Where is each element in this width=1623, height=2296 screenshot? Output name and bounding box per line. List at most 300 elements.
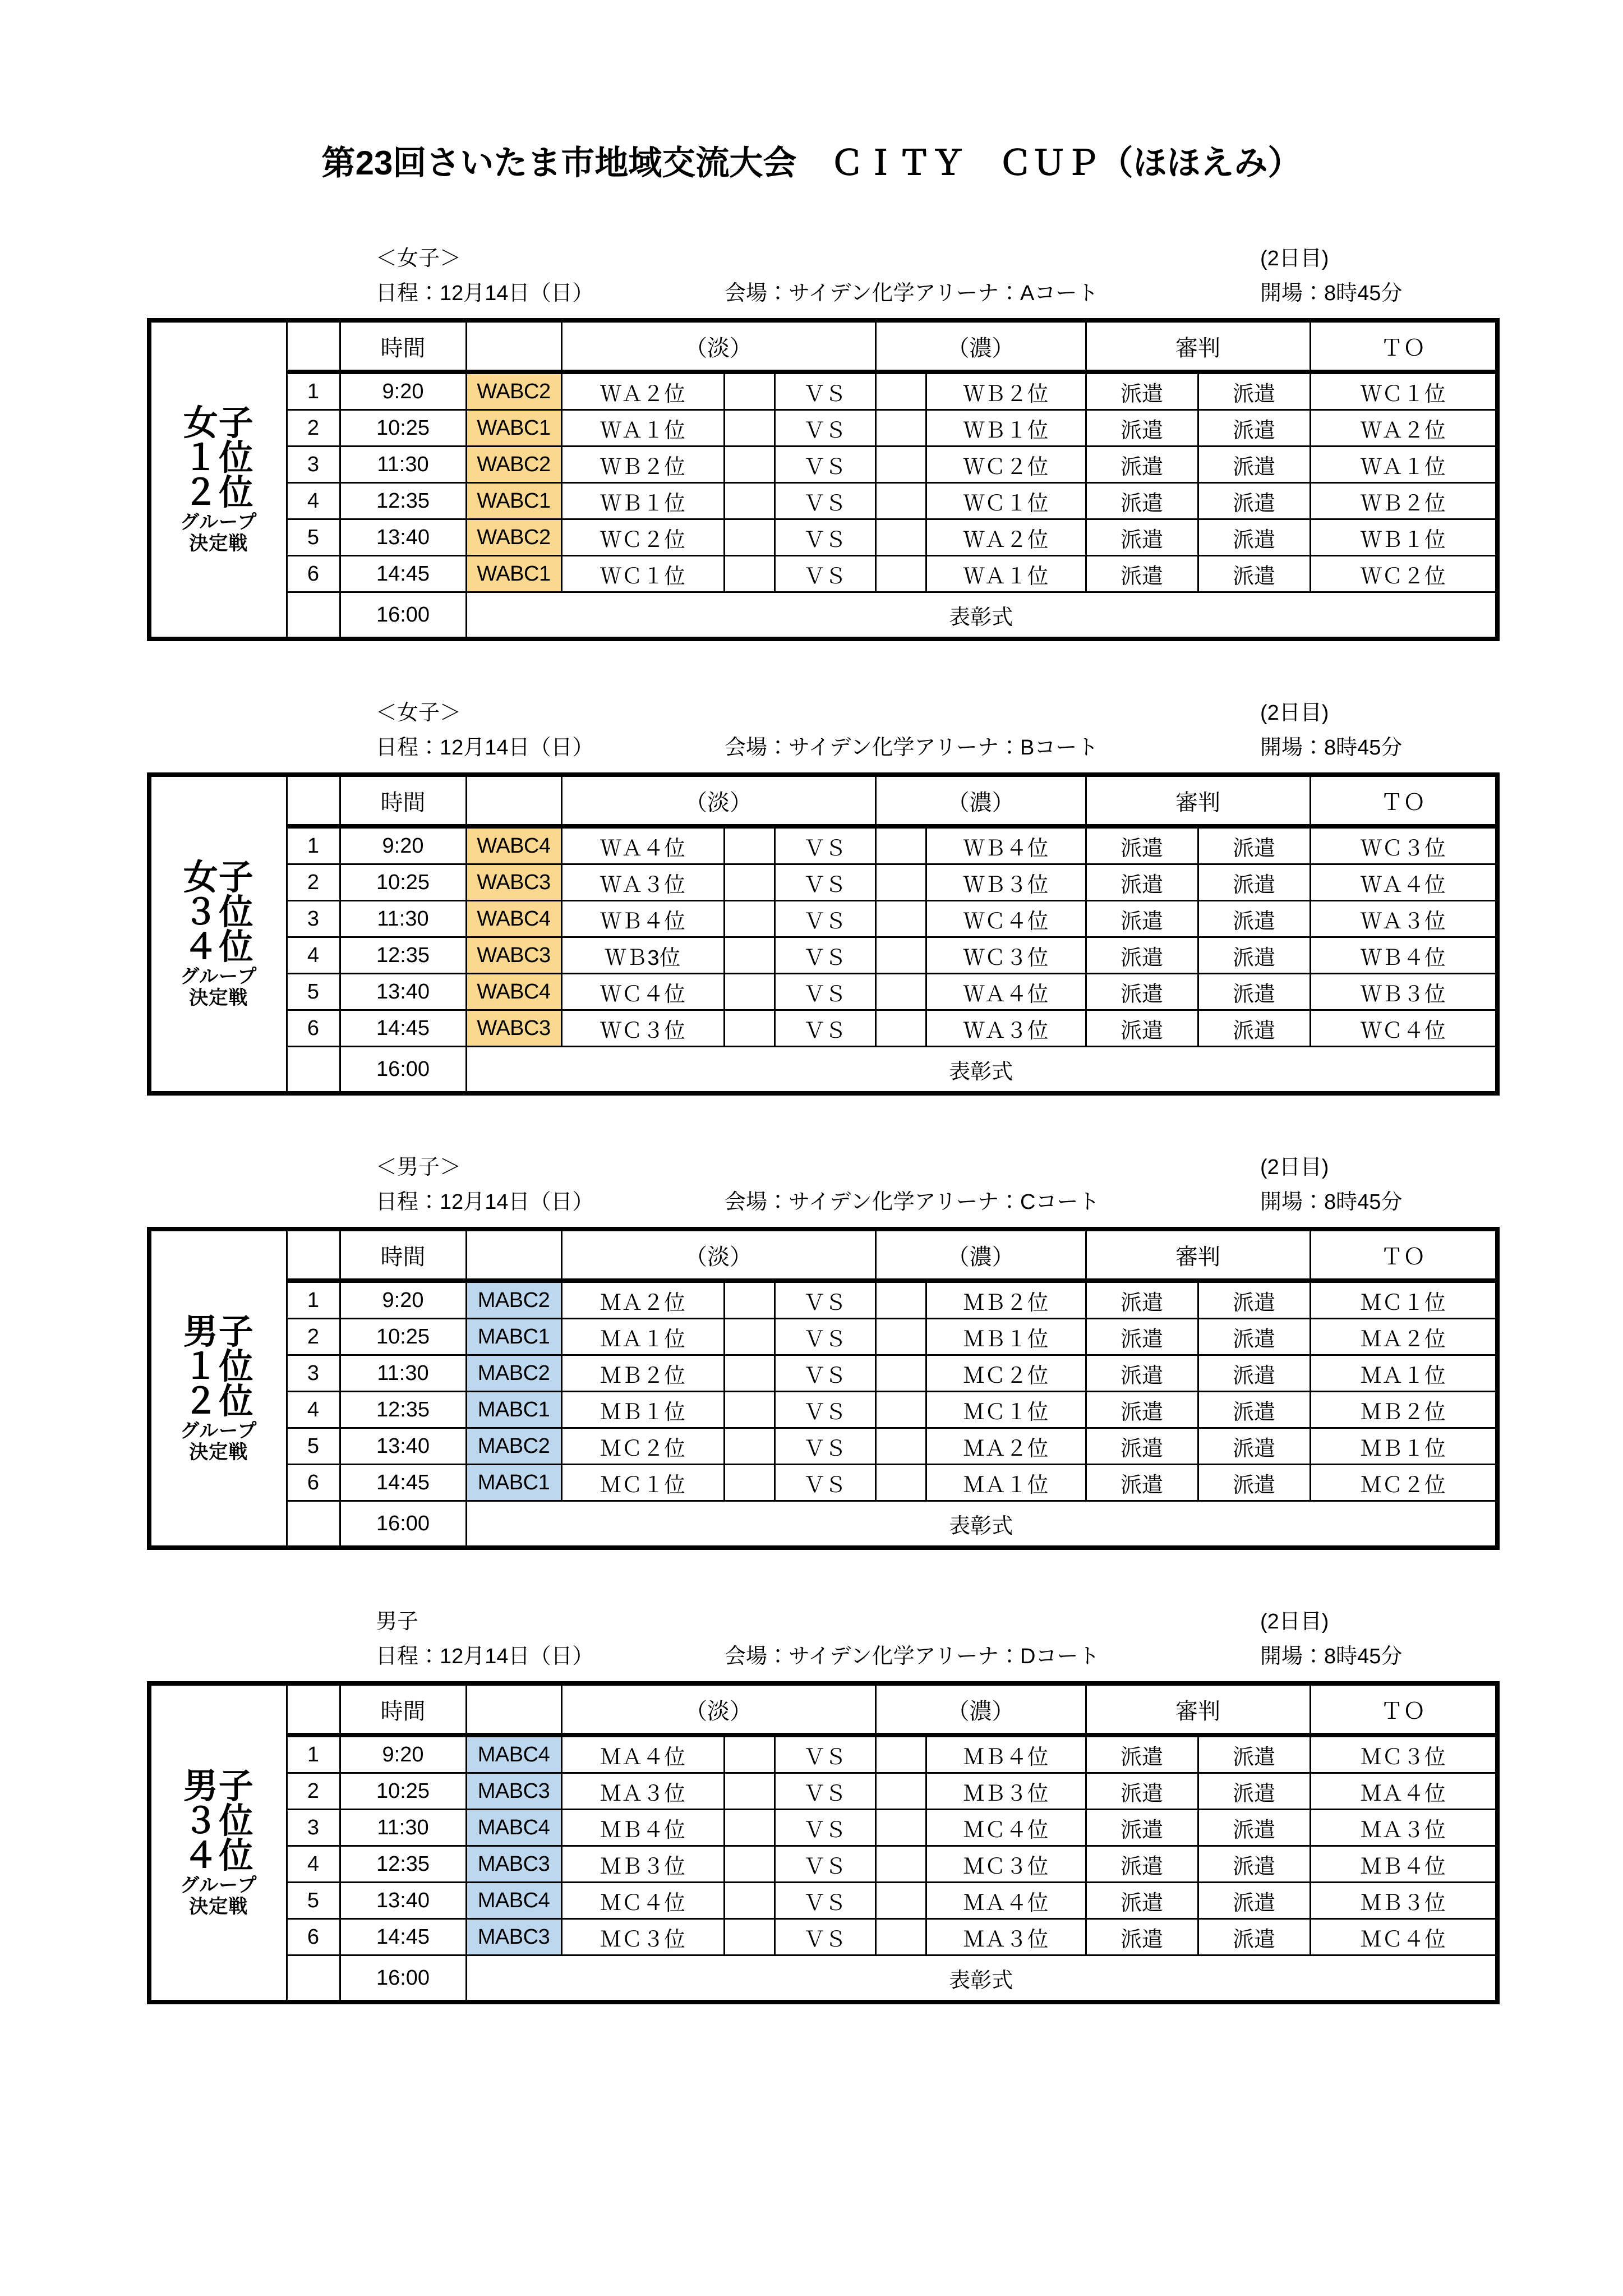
match-number: 2: [287, 864, 340, 901]
schedule-table: [147, 1227, 1500, 1550]
table-row: [149, 1281, 1497, 1319]
spacer-left: [724, 1735, 774, 1773]
table-row: [149, 974, 1497, 1010]
referee-2: 派遣: [1198, 372, 1310, 410]
match-tag: MABC1: [466, 1465, 561, 1501]
team-light: ＷＣ３位: [561, 1010, 724, 1047]
side-label-line3: ２位: [183, 473, 254, 512]
spacer-right: [875, 1281, 926, 1319]
match-number: 6: [287, 1465, 340, 1501]
header-dark: （濃）: [875, 775, 1086, 826]
header-to: ＴＯ: [1310, 775, 1497, 826]
table-row: [149, 483, 1497, 519]
table-row: [149, 826, 1497, 864]
match-time: 13:40: [340, 1883, 466, 1919]
spacer-left: [724, 974, 774, 1010]
side-label-sub2: 決定戦: [189, 987, 248, 1009]
versus-label: ＶＳ: [774, 864, 875, 901]
spacer-left: [724, 1428, 774, 1465]
side-label-line1: 男子: [183, 1767, 254, 1806]
table-row: [149, 556, 1497, 592]
referee-2: 派遣: [1198, 447, 1310, 483]
table-row: [149, 1846, 1497, 1883]
match-tag: WABC2: [466, 519, 561, 556]
table-official: ＷＢ３位: [1310, 974, 1497, 1010]
event-open-time: 開場：8時45分: [1260, 1645, 1403, 1668]
header-time: 時間: [340, 775, 466, 826]
match-number: 3: [287, 447, 340, 483]
table-row: [149, 1919, 1497, 1955]
header-time: 時間: [340, 320, 466, 372]
team-dark: ＷＣ２位: [926, 447, 1086, 483]
event-venue: 会場：サイデン化学アリーナ：Dコート: [725, 1645, 1100, 1668]
table-row: [149, 1319, 1497, 1355]
match-tag: WABC1: [466, 410, 561, 447]
versus-label: ＶＳ: [774, 1392, 875, 1428]
team-light: ＷＣ４位: [561, 974, 724, 1010]
ceremony-label: 表彰式: [466, 1047, 1497, 1094]
schedule-block: [147, 244, 1495, 641]
match-tag: MABC2: [466, 1428, 561, 1465]
spacer-left: [724, 901, 774, 937]
header-referee: 審判: [1086, 1683, 1310, 1735]
header-tag: [466, 775, 561, 826]
ceremony-label: 表彰式: [466, 1955, 1497, 2003]
match-time: 13:40: [340, 974, 466, 1010]
table-official: ＷＡ４位: [1310, 864, 1497, 901]
match-time: 11:30: [340, 1810, 466, 1846]
match-time: 9:20: [340, 1735, 466, 1773]
spacer-right: [875, 826, 926, 864]
header-tag: [466, 1229, 561, 1281]
ceremony-time: 16:00: [340, 1955, 466, 2003]
team-dark: ＭＡ４位: [926, 1883, 1086, 1919]
group-side-label: [149, 1683, 287, 2002]
spacer-right: [875, 1355, 926, 1392]
table-row: [149, 1810, 1497, 1846]
versus-label: ＶＳ: [774, 937, 875, 974]
match-time: 14:45: [340, 1465, 466, 1501]
match-number: 1: [287, 1735, 340, 1773]
referee-1: 派遣: [1086, 410, 1198, 447]
match-time: 14:45: [340, 1010, 466, 1047]
team-light: ＷＢ3位: [561, 937, 724, 974]
team-dark: ＷＣ４位: [926, 901, 1086, 937]
team-light: ＭＢ２位: [561, 1355, 724, 1392]
referee-1: 派遣: [1086, 1883, 1198, 1919]
group-side-label: [149, 320, 287, 639]
header-to: ＴＯ: [1310, 1229, 1497, 1281]
table-official: ＭＢ３位: [1310, 1883, 1497, 1919]
side-label-line2: １位: [183, 439, 254, 477]
header-dark: （濃）: [875, 320, 1086, 372]
spacer-left: [724, 826, 774, 864]
match-tag: WABC2: [466, 372, 561, 410]
match-time: 13:40: [340, 519, 466, 556]
table-official: ＭＡ２位: [1310, 1319, 1497, 1355]
header-referee: 審判: [1086, 775, 1310, 826]
table-official: ＭＣ２位: [1310, 1465, 1497, 1501]
spacer-right: [875, 1773, 926, 1810]
match-time: 11:30: [340, 1355, 466, 1392]
match-number: 4: [287, 1392, 340, 1428]
versus-label: ＶＳ: [774, 1465, 875, 1501]
team-dark: ＷＣ１位: [926, 483, 1086, 519]
match-number: 6: [287, 1010, 340, 1047]
match-tag: MABC1: [466, 1319, 561, 1355]
versus-label: ＶＳ: [774, 1319, 875, 1355]
event-date: 日程：12月14日（日）: [376, 1190, 594, 1214]
ceremony-label: 表彰式: [466, 1501, 1497, 1548]
versus-label: ＶＳ: [774, 1281, 875, 1319]
match-time: 10:25: [340, 1773, 466, 1810]
side-label-line1: 男子: [183, 1313, 254, 1351]
team-dark: ＭＡ２位: [926, 1428, 1086, 1465]
match-time: 12:35: [340, 937, 466, 974]
schedule-table: [147, 772, 1500, 1096]
side-label-line2: ３位: [183, 893, 254, 932]
side-label-line3: ２位: [183, 1382, 254, 1421]
match-time: 11:30: [340, 901, 466, 937]
referee-1: 派遣: [1086, 1846, 1198, 1883]
ceremony-blank: [287, 1501, 340, 1548]
referee-2: 派遣: [1198, 1319, 1310, 1355]
referee-1: 派遣: [1086, 1319, 1198, 1355]
header-time: 時間: [340, 1229, 466, 1281]
ceremony-label: 表彰式: [466, 592, 1497, 639]
side-label-line3: ４位: [183, 1837, 254, 1875]
header-no: [287, 320, 340, 372]
referee-2: 派遣: [1198, 1010, 1310, 1047]
spacer-left: [724, 1846, 774, 1883]
table-row: [149, 519, 1497, 556]
match-number: 4: [287, 1846, 340, 1883]
spacer-left: [724, 1010, 774, 1047]
table-row: [149, 864, 1497, 901]
event-venue: 会場：サイデン化学アリーナ：Aコート: [725, 282, 1099, 305]
match-number: 4: [287, 483, 340, 519]
side-label-line3: ４位: [183, 928, 254, 967]
team-dark: ＷＣ３位: [926, 937, 1086, 974]
spacer-left: [724, 410, 774, 447]
spacer-right: [875, 864, 926, 901]
versus-label: ＶＳ: [774, 1010, 875, 1047]
spacer-right: [875, 1883, 926, 1919]
match-number: 6: [287, 556, 340, 592]
spacer-right: [875, 519, 926, 556]
match-tag: MABC4: [466, 1735, 561, 1773]
spacer-left: [724, 1465, 774, 1501]
event-date: 日程：12月14日（日）: [376, 1645, 594, 1668]
match-number: 6: [287, 1919, 340, 1955]
table-header-row: [149, 320, 1497, 372]
team-dark: ＭＢ４位: [926, 1735, 1086, 1773]
match-number: 3: [287, 1355, 340, 1392]
page-title: 第23回さいたま市地域交流大会 ＣＩＴＹ ＣＵＰ（ほほえみ）: [321, 144, 1302, 182]
team-dark: ＭＡ１位: [926, 1465, 1086, 1501]
side-label-line2: ３位: [183, 1802, 254, 1841]
spacer-right: [875, 483, 926, 519]
match-tag: MABC4: [466, 1810, 561, 1846]
spacer-right: [875, 1319, 926, 1355]
team-light: ＭＢ３位: [561, 1846, 724, 1883]
ceremony-time: 16:00: [340, 1047, 466, 1094]
referee-1: 派遣: [1086, 372, 1198, 410]
match-tag: MABC2: [466, 1355, 561, 1392]
team-light: ＭＡ３位: [561, 1773, 724, 1810]
schedule-table: [147, 1681, 1500, 2004]
match-tag: WABC3: [466, 937, 561, 974]
day-note: (2日目): [1260, 247, 1329, 270]
header-referee: 審判: [1086, 320, 1310, 372]
team-dark: ＭＣ４位: [926, 1810, 1086, 1846]
referee-2: 派遣: [1198, 1919, 1310, 1955]
referee-1: 派遣: [1086, 556, 1198, 592]
table-row: [149, 410, 1497, 447]
match-number: 4: [287, 937, 340, 974]
spacer-left: [724, 1355, 774, 1392]
match-tag: MABC3: [466, 1773, 561, 1810]
team-dark: ＭＡ３位: [926, 1919, 1086, 1955]
side-label-sub2: 決定戦: [189, 1896, 248, 1917]
spacer-left: [724, 519, 774, 556]
referee-2: 派遣: [1198, 1773, 1310, 1810]
match-number: 2: [287, 1319, 340, 1355]
spacer-right: [875, 1735, 926, 1773]
category-label: ＜男子＞: [376, 1156, 462, 1179]
match-time: 12:35: [340, 483, 466, 519]
versus-label: ＶＳ: [774, 1428, 875, 1465]
match-number: 2: [287, 1773, 340, 1810]
team-dark: ＷＢ２位: [926, 372, 1086, 410]
side-label-sub1: グループ: [180, 966, 257, 987]
table-official: ＷＢ４位: [1310, 937, 1497, 974]
header-tag: [466, 320, 561, 372]
spacer-right: [875, 974, 926, 1010]
team-dark: ＭＣ１位: [926, 1392, 1086, 1428]
referee-1: 派遣: [1086, 1735, 1198, 1773]
table-official: ＭＢ１位: [1310, 1428, 1497, 1465]
versus-label: ＶＳ: [774, 901, 875, 937]
event-open-time: 開場：8時45分: [1260, 736, 1403, 760]
spacer-right: [875, 1465, 926, 1501]
match-tag: MABC3: [466, 1919, 561, 1955]
header-light: （淡）: [561, 1683, 875, 1735]
match-time: 10:25: [340, 410, 466, 447]
schedule-block: [147, 1153, 1495, 1550]
match-number: 3: [287, 1810, 340, 1846]
referee-1: 派遣: [1086, 447, 1198, 483]
referee-1: 派遣: [1086, 826, 1198, 864]
spacer-right: [875, 1010, 926, 1047]
spacer-left: [724, 1281, 774, 1319]
spacer-left: [724, 864, 774, 901]
match-time: 12:35: [340, 1392, 466, 1428]
match-number: 5: [287, 519, 340, 556]
team-light: ＷＢ２位: [561, 447, 724, 483]
group-side-label: [149, 775, 287, 1093]
referee-1: 派遣: [1086, 519, 1198, 556]
event-venue: 会場：サイデン化学アリーナ：Cコート: [725, 1190, 1100, 1214]
ceremony-row: [149, 592, 1497, 639]
ceremony-blank: [287, 1047, 340, 1094]
header-dark: （濃）: [875, 1683, 1086, 1735]
header-no: [287, 1229, 340, 1281]
match-time: 9:20: [340, 372, 466, 410]
team-light: ＷＢ４位: [561, 901, 724, 937]
referee-2: 派遣: [1198, 1428, 1310, 1465]
referee-2: 派遣: [1198, 1465, 1310, 1501]
match-tag: MABC1: [466, 1392, 561, 1428]
side-label-sub1: グループ: [180, 1875, 257, 1896]
ceremony-blank: [287, 592, 340, 639]
referee-2: 派遣: [1198, 826, 1310, 864]
referee-2: 派遣: [1198, 1735, 1310, 1773]
header-to: ＴＯ: [1310, 1683, 1497, 1735]
versus-label: ＶＳ: [774, 1919, 875, 1955]
header-time: 時間: [340, 1683, 466, 1735]
referee-2: 派遣: [1198, 556, 1310, 592]
spacer-left: [724, 937, 774, 974]
team-dark: ＷＢ４位: [926, 826, 1086, 864]
spacer-left: [724, 1392, 774, 1428]
block-meta: [147, 698, 1495, 772]
team-dark: ＷＡ２位: [926, 519, 1086, 556]
match-time: 12:35: [340, 1846, 466, 1883]
event-date: 日程：12月14日（日）: [376, 282, 594, 305]
table-row: [149, 1735, 1497, 1773]
spacer-right: [875, 410, 926, 447]
team-light: ＭＣ２位: [561, 1428, 724, 1465]
versus-label: ＶＳ: [774, 410, 875, 447]
table-row: [149, 1883, 1497, 1919]
referee-1: 派遣: [1086, 1465, 1198, 1501]
referee-2: 派遣: [1198, 1810, 1310, 1846]
table-official: ＷＣ１位: [1310, 372, 1497, 410]
referee-2: 派遣: [1198, 937, 1310, 974]
table-row: [149, 372, 1497, 410]
versus-label: ＶＳ: [774, 826, 875, 864]
side-label-sub2: 決定戦: [189, 533, 248, 554]
table-header-row: [149, 1229, 1497, 1281]
match-time: 9:20: [340, 1281, 466, 1319]
header-light: （淡）: [561, 775, 875, 826]
day-note: (2日目): [1260, 1156, 1329, 1179]
match-number: 5: [287, 1883, 340, 1919]
versus-label: ＶＳ: [774, 1355, 875, 1392]
table-row: [149, 1773, 1497, 1810]
category-label: 男子: [376, 1610, 419, 1634]
referee-1: 派遣: [1086, 864, 1198, 901]
table-official: ＭＢ４位: [1310, 1846, 1497, 1883]
match-number: 1: [287, 1281, 340, 1319]
spacer-left: [724, 1810, 774, 1846]
table-official: ＭＣ３位: [1310, 1735, 1497, 1773]
match-time: 14:45: [340, 556, 466, 592]
match-number: 1: [287, 826, 340, 864]
table-official: ＷＣ２位: [1310, 556, 1497, 592]
versus-label: ＶＳ: [774, 372, 875, 410]
spacer-left: [724, 1773, 774, 1810]
match-number: 2: [287, 410, 340, 447]
match-tag: WABC1: [466, 483, 561, 519]
versus-label: ＶＳ: [774, 556, 875, 592]
spacer-left: [724, 556, 774, 592]
referee-1: 派遣: [1086, 1010, 1198, 1047]
team-light: ＭＡ２位: [561, 1281, 724, 1319]
table-official: ＷＣ３位: [1310, 826, 1497, 864]
table-official: ＭＢ２位: [1310, 1392, 1497, 1428]
category-label: ＜女子＞: [376, 701, 462, 725]
block-meta: [147, 1153, 1495, 1227]
versus-label: ＶＳ: [774, 519, 875, 556]
referee-1: 派遣: [1086, 1919, 1198, 1955]
match-time: 13:40: [340, 1428, 466, 1465]
spacer-right: [875, 1392, 926, 1428]
team-light: ＷＡ３位: [561, 864, 724, 901]
referee-1: 派遣: [1086, 901, 1198, 937]
header-dark: （濃）: [875, 1229, 1086, 1281]
event-open-time: 開場：8時45分: [1260, 282, 1403, 305]
referee-1: 派遣: [1086, 1281, 1198, 1319]
match-tag: WABC3: [466, 864, 561, 901]
referee-1: 派遣: [1086, 974, 1198, 1010]
spacer-right: [875, 937, 926, 974]
schedule-table: [147, 318, 1500, 641]
referee-2: 派遣: [1198, 901, 1310, 937]
group-side-label: [149, 1229, 287, 1548]
versus-label: ＶＳ: [774, 447, 875, 483]
schedule-block: [147, 1607, 1495, 2004]
team-light: ＷＣ１位: [561, 556, 724, 592]
table-header-row: [149, 775, 1497, 826]
team-dark: ＷＡ４位: [926, 974, 1086, 1010]
table-row: [149, 901, 1497, 937]
ceremony-time: 16:00: [340, 592, 466, 639]
versus-label: ＶＳ: [774, 1773, 875, 1810]
team-dark: ＷＢ１位: [926, 410, 1086, 447]
table-official: ＭＡ１位: [1310, 1355, 1497, 1392]
spacer-right: [875, 901, 926, 937]
day-note: (2日目): [1260, 1610, 1329, 1634]
versus-label: ＶＳ: [774, 1846, 875, 1883]
team-dark: ＷＡ１位: [926, 556, 1086, 592]
table-row: [149, 1010, 1497, 1047]
category-label: ＜女子＞: [376, 247, 462, 270]
match-time: 11:30: [340, 447, 466, 483]
match-tag: WABC4: [466, 974, 561, 1010]
referee-2: 派遣: [1198, 1392, 1310, 1428]
spacer-left: [724, 372, 774, 410]
team-light: ＭＢ１位: [561, 1392, 724, 1428]
versus-label: ＶＳ: [774, 1810, 875, 1846]
match-time: 10:25: [340, 1319, 466, 1355]
block-meta: [147, 244, 1495, 318]
team-dark: ＭＢ１位: [926, 1319, 1086, 1355]
match-tag: WABC1: [466, 556, 561, 592]
spacer-right: [875, 447, 926, 483]
team-dark: ＷＡ３位: [926, 1010, 1086, 1047]
event-open-time: 開場：8時45分: [1260, 1190, 1403, 1214]
match-number: 1: [287, 372, 340, 410]
match-number: 5: [287, 974, 340, 1010]
spacer-left: [724, 483, 774, 519]
table-official: ＷＢ１位: [1310, 519, 1497, 556]
table-official: ＭＡ４位: [1310, 1773, 1497, 1810]
referee-2: 派遣: [1198, 1846, 1310, 1883]
side-label-line1: 女子: [183, 404, 254, 443]
table-official: ＷＣ４位: [1310, 1010, 1497, 1047]
